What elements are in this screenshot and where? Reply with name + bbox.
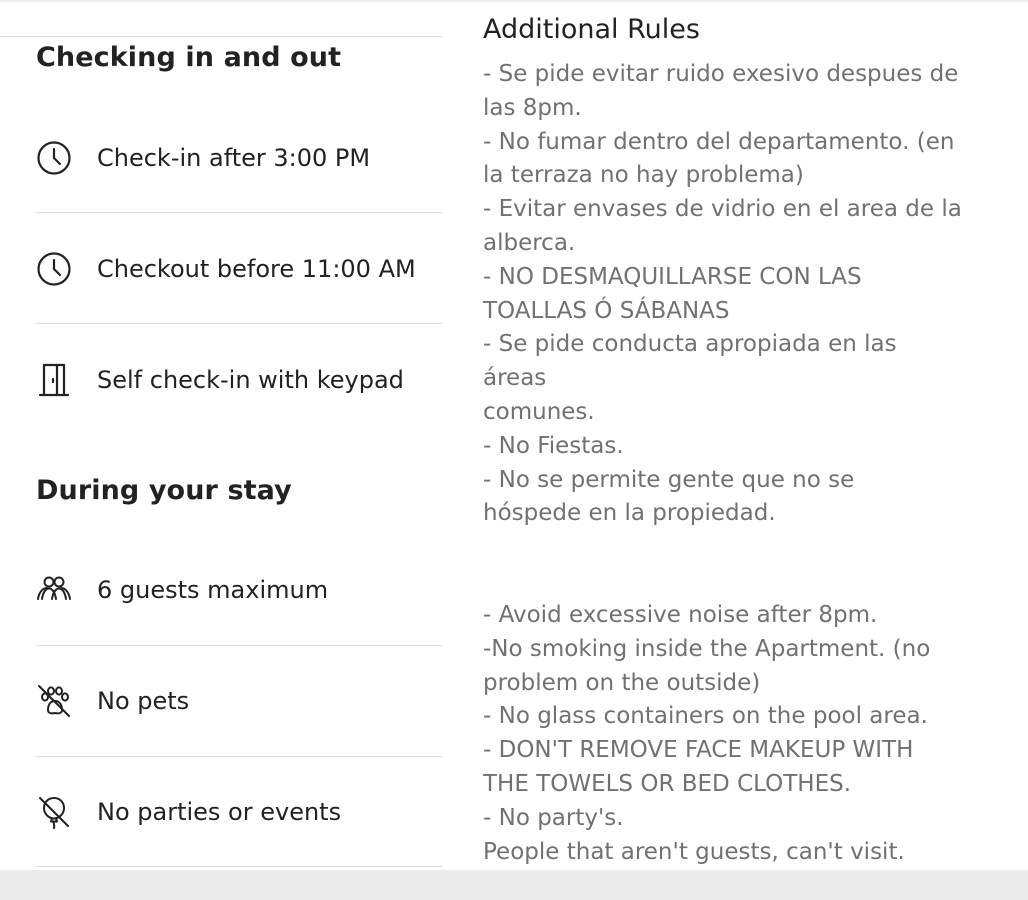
rule-line: - DON'T REMOVE FACE MAKEUP WITH: [483, 737, 914, 764]
no-pets-icon: [36, 683, 72, 719]
section-divider: [0, 36, 442, 37]
parties-label: No parties or events: [97, 798, 342, 826]
rule-line: - Evitar envases de vidrio en el area de la: [483, 196, 962, 223]
checkin-row: [36, 138, 370, 178]
rules-english: [483, 599, 930, 869]
rule-line: - No Fiestas.: [483, 432, 624, 459]
rule-line: alberca.: [483, 229, 576, 256]
house-rules-list: [0, 0, 442, 870]
guests-label: 6 guests maximum: [97, 576, 329, 604]
rule-line: - Avoid excessive noise after 8pm.: [483, 602, 878, 628]
row-divider: [36, 756, 442, 757]
parties-row: [36, 792, 341, 832]
rule-line: - No party's.: [483, 804, 624, 831]
row-divider: [36, 323, 442, 324]
rule-line: - NO DESMAQUILLARSE CON LAS: [483, 263, 862, 290]
checkin-label: Check-in after 3:00 PM: [97, 144, 371, 172]
checkout-label: Checkout before 11:00 AM: [97, 255, 416, 283]
rule-line: - Se pide evitar ruido exesivo despues de: [483, 61, 959, 87]
guests-row: [36, 570, 328, 610]
additional-rules-title: Additional Rules: [483, 14, 700, 45]
rule-line: áreas: [483, 365, 547, 392]
pets-label: No pets: [97, 687, 190, 715]
door-icon: [36, 362, 72, 398]
clock-icon: [36, 251, 72, 287]
rule-line: TOALLAS Ó SÁBANAS: [483, 297, 730, 324]
rule-line: - Se pide conducta apropiada en las: [483, 331, 897, 358]
rule-line: hóspede en la propiedad.: [483, 500, 776, 527]
rule-line: problem on the outside): [483, 669, 761, 696]
rule-line: comunes.: [483, 398, 595, 425]
clock-icon: [36, 140, 72, 176]
rule-line: - No se permite gente que no se: [483, 466, 855, 493]
self-checkin-row: [36, 360, 404, 400]
checking-section-title: Checking in and out: [36, 42, 342, 73]
pets-row: [36, 681, 189, 721]
rule-line: -No smoking inside the Apartment. (no: [483, 635, 931, 662]
stay-section-title: During your stay: [36, 475, 292, 506]
rule-line: THE TOWELS OR BED CLOTHES.: [483, 770, 852, 797]
rule-line: la terraza no hay problema): [483, 162, 804, 189]
guests-icon: [36, 572, 72, 608]
rules-spanish: [483, 58, 962, 531]
rule-line: las 8pm.: [483, 94, 582, 121]
bottom-bar: [0, 870, 1028, 900]
row-divider: [36, 866, 442, 867]
row-divider: [36, 645, 442, 646]
rule-line: - No glass containers on the pool area.: [483, 703, 928, 730]
no-parties-icon: [36, 794, 72, 830]
rule-line: - No fumar dentro del departamento. (en: [483, 128, 955, 155]
self-checkin-label: Self check-in with keypad: [97, 366, 404, 394]
rule-line: People that aren't guests, can't visit.: [483, 838, 905, 865]
row-divider: [36, 212, 442, 213]
checkout-row: [36, 249, 416, 289]
